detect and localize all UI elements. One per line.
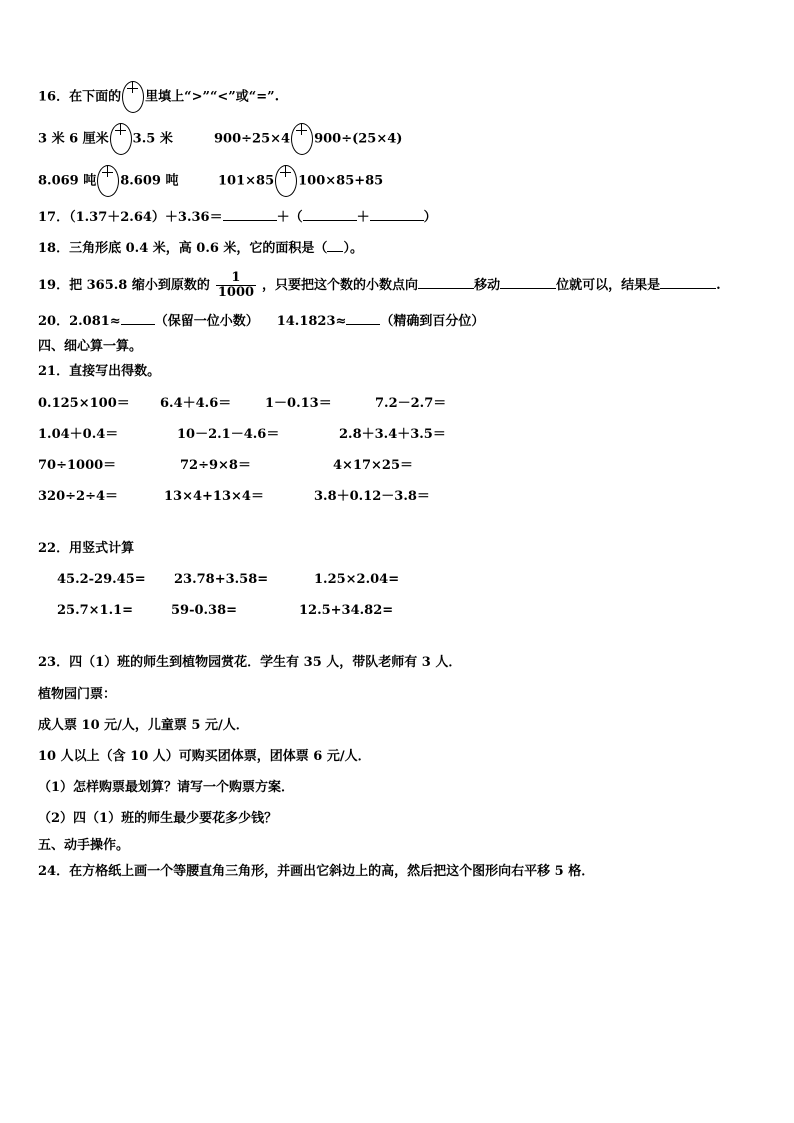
compare-item: 100×85+85 (298, 173, 384, 189)
calc-item: 23.78+3.58= (174, 572, 269, 587)
compare-item: 3 米 6 厘米 (38, 131, 109, 147)
q16-stem-text: 里填上“>”“<”或“=”. (145, 89, 280, 105)
calc-item: 25.7×1.1= (57, 603, 134, 618)
q19-text: 19．把 365.8 缩小到原数的 (38, 278, 210, 293)
answer-blank[interactable] (346, 312, 380, 325)
answer-circle[interactable] (275, 165, 297, 197)
q20-text: （保留一位小数） (154, 314, 259, 329)
q23-stem: 23．四（1）班的师生到植物园赏花．学生有 35 人，带队老师有 3 人． (38, 655, 462, 670)
fraction-numerator: 1 (216, 271, 256, 286)
calc-item: 3.8＋0.12－3.8＝ (314, 489, 430, 504)
calc-item: 12.5+34.82= (299, 603, 394, 618)
q16-row2-right (218, 173, 383, 190)
calc-item: 13×4+13×4＝ (164, 489, 264, 504)
calc-item: 0.125×100＝ (38, 396, 130, 411)
calc-item: 6.4＋4.6＝ (160, 396, 232, 411)
q17-text: ＋ (356, 210, 370, 225)
answer-circle[interactable] (97, 165, 119, 197)
calc-item: 1－0.13＝ (265, 396, 332, 411)
q20-text: 20．2.081≈ (38, 314, 121, 329)
calc-item: 320÷2÷4＝ (38, 489, 119, 504)
calc-item: 7.2－2.7＝ (375, 396, 447, 411)
compare-item: 900÷25×4 (214, 131, 291, 147)
q17 (38, 208, 437, 226)
calc-item: 1.25×2.04= (314, 572, 400, 587)
q19-text: 位就可以，结果是 (556, 278, 661, 293)
q16-stem (38, 89, 279, 106)
q20 (38, 312, 484, 330)
calc-item: 10－2.1－4.6＝ (177, 427, 280, 442)
calc-item: 45.2-29.45= (57, 572, 146, 587)
section-heading: 四、细心算一算。 (38, 339, 143, 354)
q17-text: ＋（ (276, 210, 303, 225)
answer-blank[interactable] (223, 208, 277, 221)
q19 (38, 270, 721, 300)
q19-text: 移动 (474, 278, 501, 293)
compare-item: 8.609 吨 (120, 173, 179, 189)
q17-text: ） (423, 210, 437, 225)
answer-blank[interactable] (500, 276, 556, 289)
q17-text: 17．（1.37＋2.64）＋3.36＝ (38, 210, 223, 225)
calc-item: 59-0.38= (171, 603, 238, 618)
q20-text: 14.1823≈ (276, 314, 347, 329)
answer-blank[interactable] (660, 276, 716, 289)
q16-row2-left (38, 173, 178, 190)
q19-text: . (716, 278, 721, 293)
answer-blank[interactable] (418, 276, 474, 289)
calc-item: 4×17×25＝ (333, 458, 414, 473)
answer-circle[interactable] (122, 81, 144, 113)
section-heading: 五、动手操作。 (38, 838, 130, 853)
fraction-denominator: 1000 (217, 285, 255, 300)
q16-row1-left (38, 131, 173, 148)
q18-text: ）。 (343, 241, 363, 256)
answer-circle[interactable] (110, 123, 132, 155)
calc-item: 2.8＋3.4＋3.5＝ (339, 427, 446, 442)
q19-text: ，只要把这个数的小数点向 (262, 278, 419, 293)
q16-row1-right (214, 131, 402, 148)
calc-item: 72÷9×8＝ (180, 458, 251, 473)
q23-subquestion: （1）怎样购票最划算？请写一个购票方案． (38, 780, 295, 795)
q24: 24．在方格纸上画一个等腰直角三角形，并画出它斜边上的高，然后把这个图形向右平移 5 格． (38, 864, 595, 879)
q23-subquestion: （2）四（1）班的师生最少要花多少钱？ (38, 811, 278, 826)
q21-title: 21．直接写出得数。 (38, 364, 161, 379)
compare-item: 8.069 吨 (38, 173, 97, 189)
q22-title: 22．用竖式计算 (38, 541, 135, 556)
q20-text: （精确到百分位） (380, 314, 485, 329)
calc-item: 70÷1000＝ (38, 458, 117, 473)
q18 (38, 239, 363, 257)
compare-item: 900÷(25×4) (314, 131, 403, 147)
q18-text: 18．三角形底 0.4 米，高 0.6 米，它的面积是（ (38, 241, 328, 256)
answer-blank[interactable] (303, 208, 357, 221)
q23-line: 植物园门票： (38, 687, 117, 702)
answer-circle[interactable] (291, 123, 313, 155)
q16-stem-text: 16．在下面的 (38, 89, 122, 105)
calc-item: 1.04＋0.4＝ (38, 427, 119, 442)
q23-line: 10 人以上（含 10 人）可购买团体票，团体票 6 元/人． (38, 749, 371, 764)
answer-blank[interactable] (370, 208, 424, 221)
compare-item: 101×85 (218, 173, 275, 189)
answer-blank[interactable] (327, 239, 343, 252)
fraction (216, 271, 256, 300)
compare-item: 3.5 米 (132, 131, 173, 147)
answer-blank[interactable] (121, 312, 155, 325)
q23-line: 成人票 10 元/人，儿童票 5 元/人． (38, 718, 249, 733)
